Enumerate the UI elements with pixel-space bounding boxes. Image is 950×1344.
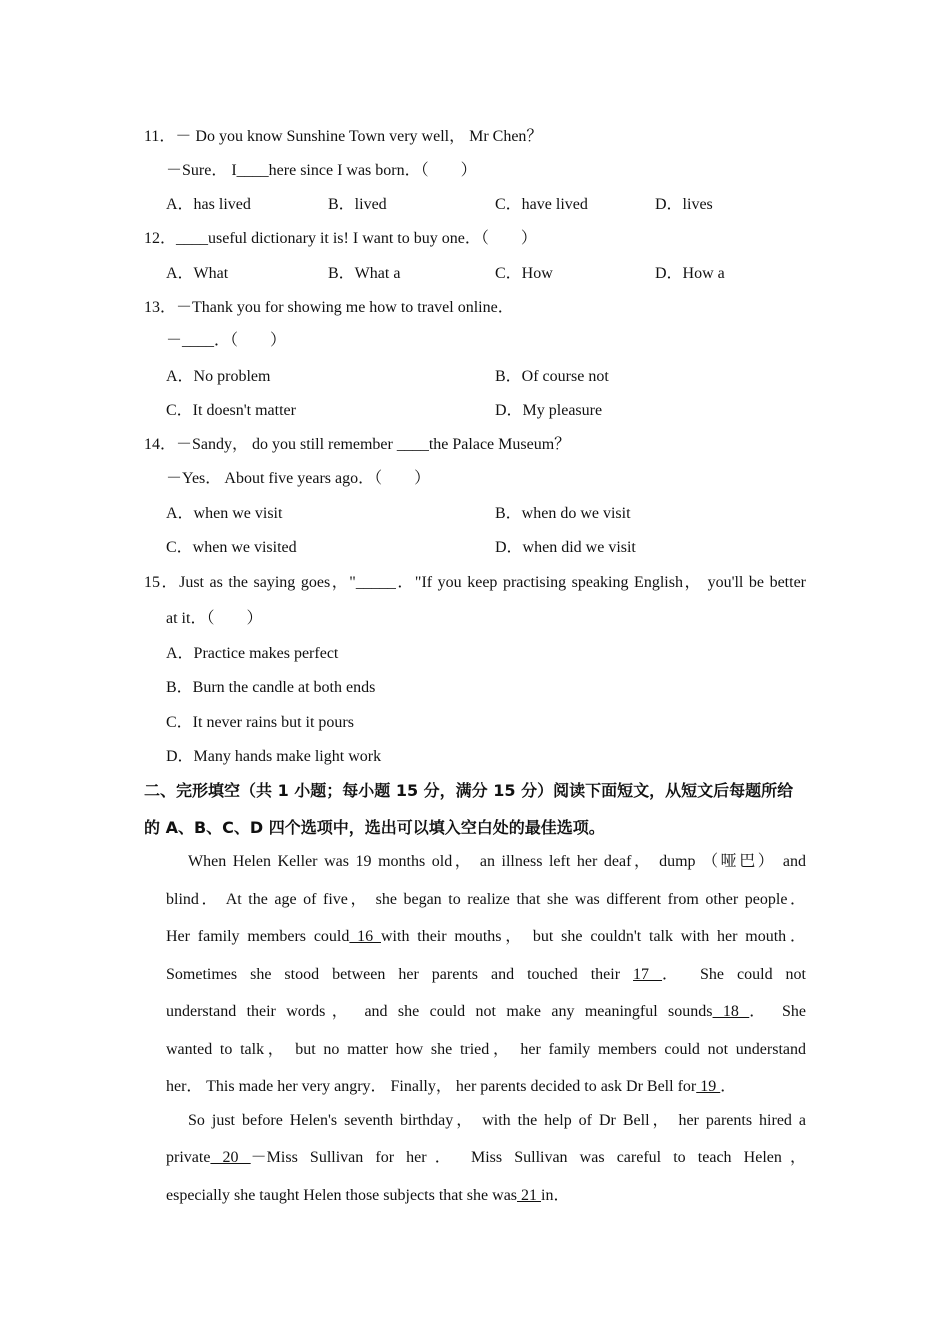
q13-option-d: D．My pleasure [495, 402, 603, 419]
q15-option-b: B．Burn the candle at both ends [166, 679, 376, 696]
passage-line: wanted to talk， but no matter how she tried， her family members could not understand [166, 1041, 806, 1058]
blank-16: 16 [349, 928, 381, 945]
q12-option-c: C．How [495, 265, 553, 282]
passage-line [166, 927, 806, 947]
passage-text: her． This made her very angry． Finally， her parents decided to ask Dr Bell for [166, 1078, 697, 1095]
q11-reply: －Sure． I____here since I was born．（ ） [166, 162, 477, 179]
q14-option-d: D．when did we visit [495, 539, 636, 556]
q11-option-a: A．has lived [166, 196, 251, 213]
q13-option-b: B．Of course not [495, 368, 609, 385]
section2-heading-line2: 的 A、B、C、D 四个选项中，选出可以填入空白处的最佳选项。 [144, 818, 605, 837]
passage-line [166, 1002, 806, 1022]
passage-line [166, 1186, 806, 1206]
passage-text: Sometimes she stood between her parents and touched their [166, 966, 621, 983]
q15-option-a: A．Practice makes perfect [166, 645, 339, 662]
q13-option-c: C．It doesn't matter [166, 402, 296, 419]
q11-option-d: D．lives [655, 196, 713, 213]
passage-text: ． She [749, 1003, 806, 1020]
q14-option-b: B．when do we visit [495, 505, 631, 522]
q12-option-d: D．How a [655, 265, 725, 282]
blank-20: 20 [210, 1149, 251, 1166]
passage-text: ． She could not [662, 966, 807, 983]
q11-option-c: C．have lived [495, 196, 588, 213]
q12-option-a: A．What [166, 265, 229, 282]
passage-line: So just before Helen's seventh birthday， with the help of Dr Bell， her parents hired a [188, 1112, 807, 1129]
q11-stem: 11．－ Do you know Sunshine Town very well， Mr Chen？ [144, 128, 543, 145]
q13-stem: 13．－Thank you for showing me how to travel online． [144, 299, 514, 316]
section2-heading-line1: 二、完形填空（共 1 小题；每小题 15 分，满分 15 分）阅读下面短文，从短文后每题所给 [144, 781, 794, 800]
passage-line: blind． At the age of five， she began to realize that she was different from other people． [166, 891, 806, 908]
passage-line: When Helen Keller was 19 months old， an illness left her deaf， dump （哑巴） and [188, 853, 806, 870]
passage-text: －Miss Sullivan for her． Miss Sullivan was careful to teach Helen， [250, 1149, 806, 1166]
q14-stem: 14．－Sandy， do you still remember ____the Palace Museum？ [144, 436, 571, 453]
q14-reply: －Yes． About five years ago．（ ） [166, 470, 431, 487]
passage-line [166, 1148, 806, 1168]
q15-option-d: D．Many hands make light work [166, 748, 382, 765]
passage-text: with their mouths， but she couldn't talk with her mouth． [381, 928, 806, 945]
passage-text: private [166, 1149, 211, 1166]
q11-option-b: B．lived [328, 196, 387, 213]
q15-stem-cont: at it．（ ） [166, 610, 263, 627]
q15-stem: 15．Just as the saying goes，"_____．"If you keep practising speaking English， you'll be better [144, 574, 807, 591]
q13-option-a: A．No problem [166, 368, 271, 385]
q13-reply: －____．（ ） [166, 332, 287, 349]
blank-19: 19 [696, 1078, 721, 1095]
q12-option-b: B．What a [328, 265, 401, 282]
blank-18: 18 [712, 1003, 750, 1020]
blank-21: 21 [517, 1187, 542, 1204]
passage-text: ． [720, 1078, 737, 1095]
blank-17: 17 [633, 966, 663, 983]
q14-option-a: A．when we visit [166, 505, 283, 522]
q15-option-c: C．It never rains but it pours [166, 714, 354, 731]
q12-stem: 12．____useful dictionary it is! I want to buy one．（ ） [144, 230, 537, 247]
q14-option-c: C．when we visited [166, 539, 297, 556]
passage-line [166, 1077, 806, 1097]
passage-text: in． [541, 1187, 570, 1204]
passage-line [166, 965, 806, 985]
passage-text: especially she taught Helen those subjects that she was [166, 1187, 518, 1204]
passage-text: Her family members could [166, 928, 350, 945]
passage-text: understand their words， and she could not make any meaningful sounds [166, 1003, 713, 1020]
